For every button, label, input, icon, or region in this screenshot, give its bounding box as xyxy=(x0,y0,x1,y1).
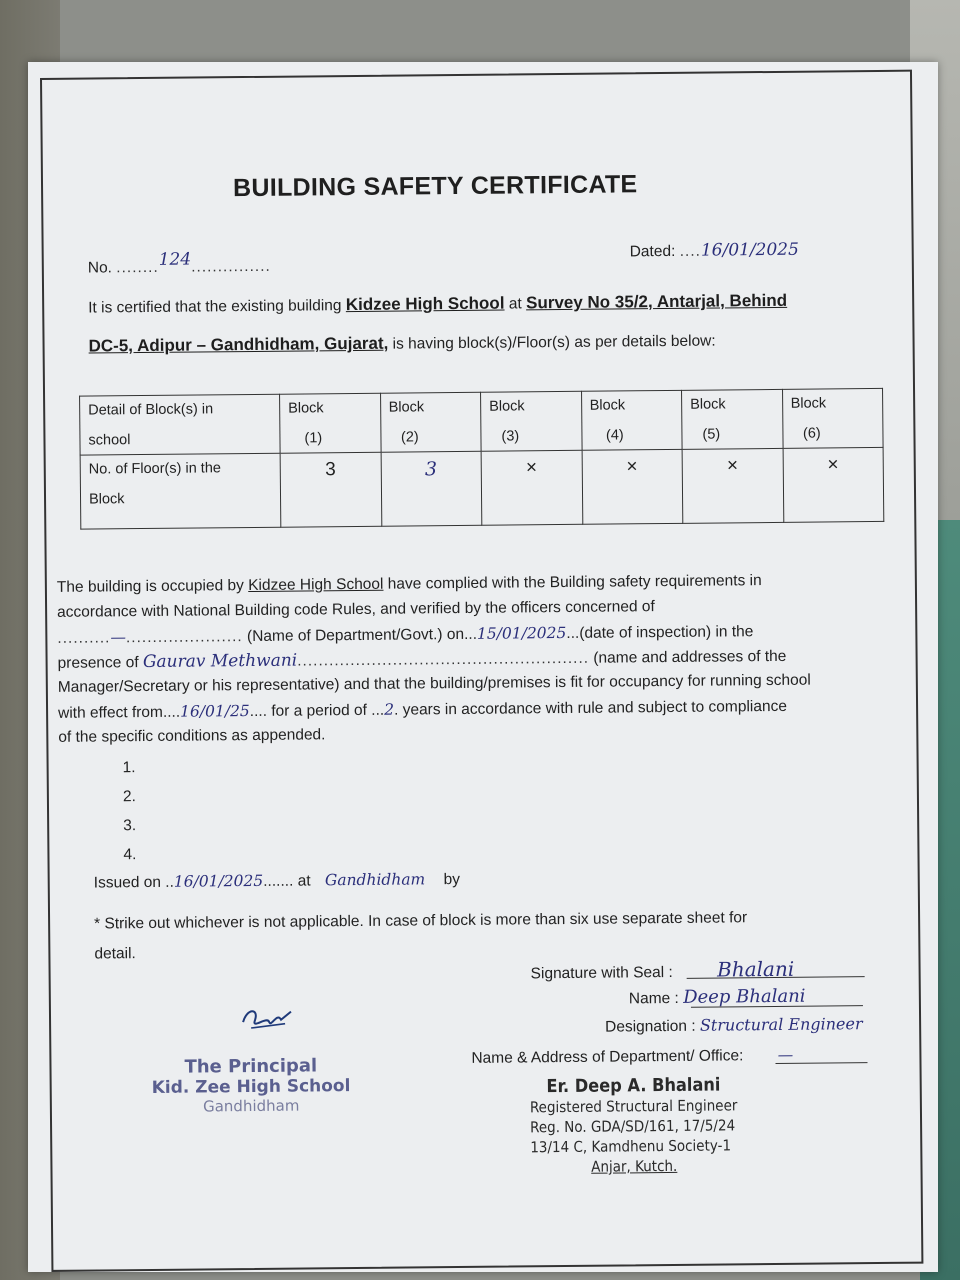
no-label: No. xyxy=(87,259,113,277)
occupant-name: Kidzee High School xyxy=(248,575,384,595)
building-name: Kidzee High School xyxy=(345,293,505,315)
intro-text-1: It is certified that the existing building xyxy=(88,297,342,317)
condition-item: 2. xyxy=(122,788,136,806)
certificate-title: BUILDING SAFETY CERTIFICATE xyxy=(232,170,638,203)
effect-date: 16/01/25 xyxy=(180,702,250,721)
period-value: 2 xyxy=(384,700,395,719)
dated-value: 16/01/2025 xyxy=(700,239,799,261)
table-cell-block: Block (2) xyxy=(380,392,481,452)
signature-label: Signature with Seal : xyxy=(530,963,673,983)
certificate-number: No. ........124............... xyxy=(87,249,271,277)
table-cell-floors: 3 xyxy=(381,451,482,526)
at-word: at xyxy=(508,295,522,313)
table-cell-block: Block (3) xyxy=(481,391,582,451)
principal-seal-line: Kid. Zee High School xyxy=(151,1076,351,1098)
no-value: 124 xyxy=(158,249,192,270)
address-line-2: DC-5, Adipur – Gandhidham, Gujarat, xyxy=(88,333,389,356)
engineer-seal-reg: Reg. No. GDA/SD/161, 17/5/24 xyxy=(530,1116,736,1137)
table-cell-block: Block (6) xyxy=(782,388,883,448)
table-cell-block: Block (1) xyxy=(280,393,381,453)
issued-line: Issued on ..16/01/2025....... at Gandhidham by xyxy=(93,870,460,892)
table-cell-label: No. of Floor(s) in the Block xyxy=(80,453,281,529)
principal-seal xyxy=(151,1055,350,1116)
table-cell-floors: 3 xyxy=(280,452,381,527)
note-line-2: detail. xyxy=(94,945,136,963)
body-line-5: Manager/Secretary or his representative) and that the building/premises is fit for occupancy for running school xyxy=(57,671,811,696)
designation-value: Structural Engineer xyxy=(699,1014,863,1035)
engineer-seal-title: Registered Structural Engineer xyxy=(529,1096,738,1117)
department-hand: — xyxy=(110,628,127,647)
intro-text-2: is having block(s)/Floor(s) as per details below: xyxy=(392,332,716,353)
table-row-floors xyxy=(80,447,884,529)
condition-item: 3. xyxy=(123,817,137,835)
presence-name: Gaurav Methwani xyxy=(142,650,298,673)
body-line-2: accordance with National Building code Rules, and verified by the officers concerned of xyxy=(57,598,655,621)
table-cell-floors: × xyxy=(682,448,783,523)
signature-row xyxy=(530,957,794,984)
body-line-7: of the specific conditions as appended. xyxy=(58,726,326,746)
table-cell-block: Block (4) xyxy=(581,390,682,450)
department-value: — xyxy=(777,1045,794,1064)
issued-place: Gandhidham xyxy=(324,870,426,890)
principal-seal-line: Gandhidham xyxy=(202,1096,300,1116)
principal-seal-line: The Principal xyxy=(184,1055,318,1078)
intro-line-2 xyxy=(88,331,715,357)
department-line xyxy=(775,1062,867,1064)
dated-label: Dated: xyxy=(629,242,676,261)
engineer-seal-city: Anjar, Kutch. xyxy=(591,1156,678,1176)
body-line-6: with effect from....16/01/25.... for a period of ...2. years in accordance with rule and subject to compliance xyxy=(58,697,787,722)
table-cell-floors: × xyxy=(481,450,582,525)
table-row-blocks xyxy=(80,388,884,455)
table-cell-floors: × xyxy=(582,449,683,524)
department-label: Name & Address of Department/ Office: xyxy=(471,1047,744,1067)
name-value: Deep Bhalani xyxy=(683,985,806,1008)
table-cell-block: Block (5) xyxy=(682,389,783,449)
department-row xyxy=(471,1046,793,1068)
signature-hand: Bhalani xyxy=(716,956,795,982)
address-line-1: Survey No 35/2, Antarjal, Behind xyxy=(525,290,788,313)
condition-item: 4. xyxy=(123,846,137,864)
principal-signature-icon xyxy=(237,1002,297,1037)
inspection-date: 15/01/2025 xyxy=(476,623,567,643)
certificate-date: Dated: ....16/01/2025 xyxy=(629,239,799,261)
certificate-frame xyxy=(40,70,923,1272)
intro-line-1 xyxy=(88,291,787,318)
designation-label: Designation : xyxy=(605,1017,696,1036)
body-line-4: presence of Gaurav Methwani....................................................... (name and addresses of the xyxy=(57,647,787,673)
condition-item: 1. xyxy=(122,759,136,777)
engineer-seal-name: Er. Deep A. Bhalani xyxy=(546,1074,721,1098)
body-line-1: The building is occupied by Kidzee High School have complied with the Building safety requirements in xyxy=(56,572,762,596)
designation-row xyxy=(605,1014,863,1036)
table-cell-floors: × xyxy=(783,447,884,522)
issued-date: 16/01/2025 xyxy=(173,871,264,891)
blocks-table xyxy=(79,388,884,530)
engineer-seal-address: 13/14 C, Kamdhenu Society-1 xyxy=(530,1136,732,1157)
body-line-3: ..........—...................... (Name of Department/Govt.) on...15/01/2025...(date of inspection) in the xyxy=(57,623,754,647)
engineer-seal xyxy=(530,1075,738,1177)
note-line-1: * Strike out whichever is not applicable. In case of block is more than six use separate sheet for xyxy=(94,909,748,933)
table-cell-label: Detail of Block(s) in school xyxy=(80,394,281,455)
name-label: Name : xyxy=(628,989,679,1008)
